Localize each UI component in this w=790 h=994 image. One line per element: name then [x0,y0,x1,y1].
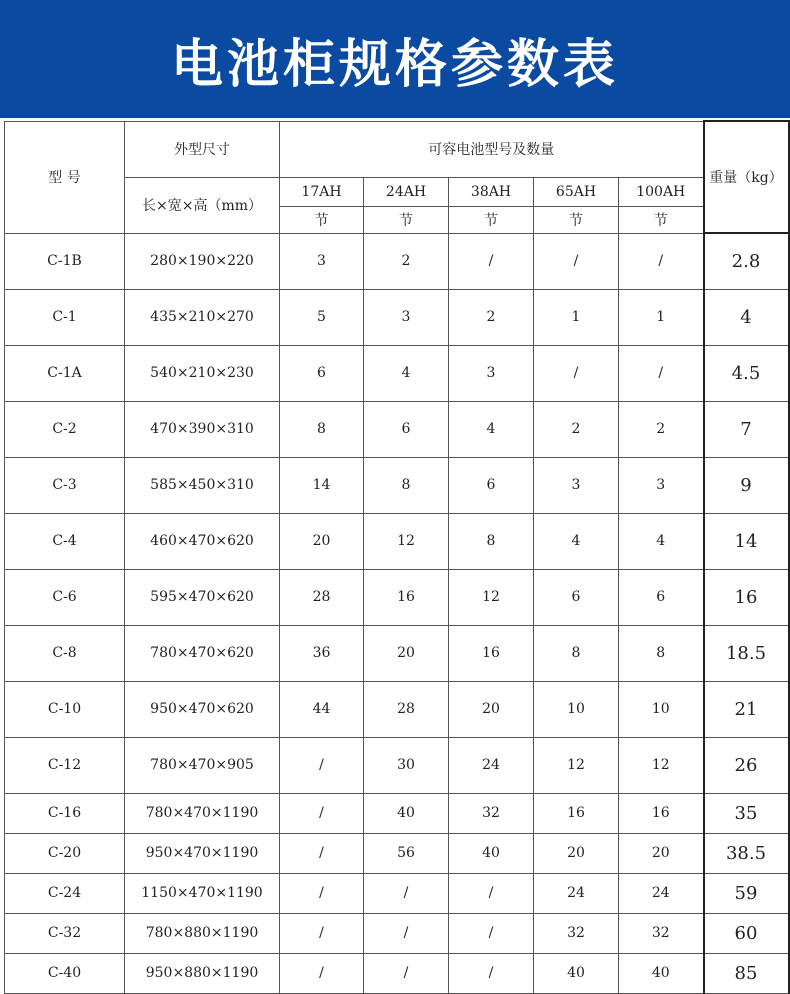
count-cell: 8 [534,625,619,681]
page-title: 电池柜规格参数表 [170,34,619,95]
header-battery-type: 65AH [534,177,619,206]
table-row [5,913,789,953]
count-cell: 2 [619,401,704,457]
dimension-cell: 1150×470×1190 [125,873,280,913]
header-unit: 节 [364,206,449,233]
header-battery-type: 24AH [364,177,449,206]
count-cell: 10 [534,681,619,737]
count-cell: 20 [364,625,449,681]
count-cell: 20 [280,513,364,569]
dimension-cell: 460×470×620 [125,513,280,569]
count-cell: 28 [364,681,449,737]
weight-cell: 4.5 [704,345,789,401]
dimension-cell: 585×450×310 [125,457,280,513]
model-cell: C-4 [5,513,125,569]
count-cell: / [449,913,534,953]
title-banner [0,0,790,118]
count-cell: / [280,737,364,793]
table-body [5,121,789,993]
count-cell: 8 [280,401,364,457]
count-cell: 3 [280,233,364,289]
dimension-cell: 540×210×230 [125,345,280,401]
count-cell: 16 [449,625,534,681]
count-cell: 14 [280,457,364,513]
header-weight: 重量（kg） [704,121,789,233]
count-cell: 12 [364,513,449,569]
weight-cell: 21 [704,681,789,737]
weight-cell: 38.5 [704,833,789,873]
table-row [5,833,789,873]
dimension-cell: 950×470×620 [125,681,280,737]
weight-cell: 26 [704,737,789,793]
count-cell: 6 [534,569,619,625]
count-cell: 32 [449,793,534,833]
count-cell: 8 [364,457,449,513]
count-cell: 3 [534,457,619,513]
count-cell: 5 [280,289,364,345]
count-cell: 20 [534,833,619,873]
weight-cell: 16 [704,569,789,625]
header-battery-type: 38AH [449,177,534,206]
model-cell: C-6 [5,569,125,625]
model-cell: C-1B [5,233,125,289]
count-cell: 16 [534,793,619,833]
dimension-cell: 280×190×220 [125,233,280,289]
count-cell: 6 [619,569,704,625]
table-row [5,289,789,345]
count-cell: 3 [364,289,449,345]
header-unit: 节 [449,206,534,233]
model-cell: C-8 [5,625,125,681]
count-cell: 40 [619,953,704,993]
count-cell: 4 [364,345,449,401]
count-cell: 3 [619,457,704,513]
count-cell: / [534,345,619,401]
spec-table [4,120,790,994]
count-cell: / [280,873,364,913]
table-row [5,233,789,289]
header-dimension: 外型尺寸 [125,121,280,177]
count-cell: 40 [534,953,619,993]
dimension-cell: 470×390×310 [125,401,280,457]
count-cell: / [619,233,704,289]
model-cell: C-32 [5,913,125,953]
count-cell: 3 [449,345,534,401]
dimension-cell: 780×470×1190 [125,793,280,833]
table-row [5,873,789,913]
model-cell: C-12 [5,737,125,793]
count-cell: 20 [619,833,704,873]
weight-cell: 9 [704,457,789,513]
weight-cell: 35 [704,793,789,833]
count-cell: 40 [449,833,534,873]
count-cell: 24 [449,737,534,793]
count-cell: 20 [449,681,534,737]
count-cell: 30 [364,737,449,793]
count-cell: 2 [534,401,619,457]
count-cell: 1 [619,289,704,345]
count-cell: 24 [619,873,704,913]
count-cell: / [364,953,449,993]
model-cell: C-20 [5,833,125,873]
dimension-cell: 435×210×270 [125,289,280,345]
table-row [5,401,789,457]
count-cell: 12 [534,737,619,793]
table-row [5,457,789,513]
weight-cell: 7 [704,401,789,457]
count-cell: 10 [619,681,704,737]
count-cell: 28 [280,569,364,625]
count-cell: 16 [364,569,449,625]
header-battery-type: 17AH [280,177,364,206]
count-cell: / [364,873,449,913]
count-cell: 12 [449,569,534,625]
count-cell: 2 [364,233,449,289]
dimension-cell: 595×470×620 [125,569,280,625]
count-cell: 40 [364,793,449,833]
model-cell: C-3 [5,457,125,513]
table-row [5,793,789,833]
count-cell: 4 [449,401,534,457]
count-cell: 44 [280,681,364,737]
dimension-cell: 780×470×905 [125,737,280,793]
count-cell: 32 [534,913,619,953]
weight-cell: 60 [704,913,789,953]
weight-cell: 18.5 [704,625,789,681]
count-cell: 36 [280,625,364,681]
table-row [5,345,789,401]
model-cell: C-16 [5,793,125,833]
header-unit: 节 [534,206,619,233]
model-cell: C-40 [5,953,125,993]
table-row [5,513,789,569]
count-cell: / [534,233,619,289]
weight-cell: 4 [704,289,789,345]
header-dimension-sub: 长×宽×高（mm） [125,177,280,233]
count-cell: / [449,233,534,289]
model-cell: C-24 [5,873,125,913]
table-row [5,625,789,681]
weight-cell: 14 [704,513,789,569]
count-cell: 24 [534,873,619,913]
weight-cell: 2.8 [704,233,789,289]
weight-cell: 59 [704,873,789,913]
model-cell: C-1 [5,289,125,345]
table-row [5,737,789,793]
count-cell: 12 [619,737,704,793]
dimension-cell: 950×880×1190 [125,953,280,993]
header-row-1 [5,121,789,177]
count-cell: 32 [619,913,704,953]
count-cell: 8 [619,625,704,681]
count-cell: / [449,873,534,913]
table-row [5,569,789,625]
header-battery-type: 100AH [619,177,704,206]
count-cell: 1 [534,289,619,345]
weight-cell: 85 [704,953,789,993]
model-cell: C-2 [5,401,125,457]
table-row [5,681,789,737]
dimension-cell: 780×880×1190 [125,913,280,953]
count-cell: / [364,913,449,953]
count-cell: 2 [449,289,534,345]
count-cell: 6 [364,401,449,457]
count-cell: 8 [449,513,534,569]
count-cell: / [280,833,364,873]
count-cell: / [280,953,364,993]
count-cell: 4 [619,513,704,569]
count-cell: / [449,953,534,993]
dimension-cell: 950×470×1190 [125,833,280,873]
table-row [5,953,789,993]
dimension-cell: 780×470×620 [125,625,280,681]
header-unit: 节 [619,206,704,233]
count-cell: / [619,345,704,401]
count-cell: 56 [364,833,449,873]
header-model: 型 号 [5,121,125,233]
count-cell: 6 [449,457,534,513]
header-battery-group: 可容电池型号及数量 [280,121,704,177]
count-cell: 16 [619,793,704,833]
header-unit: 节 [280,206,364,233]
count-cell: 6 [280,345,364,401]
count-cell: / [280,913,364,953]
count-cell: 4 [534,513,619,569]
model-cell: C-1A [5,345,125,401]
count-cell: / [280,793,364,833]
model-cell: C-10 [5,681,125,737]
